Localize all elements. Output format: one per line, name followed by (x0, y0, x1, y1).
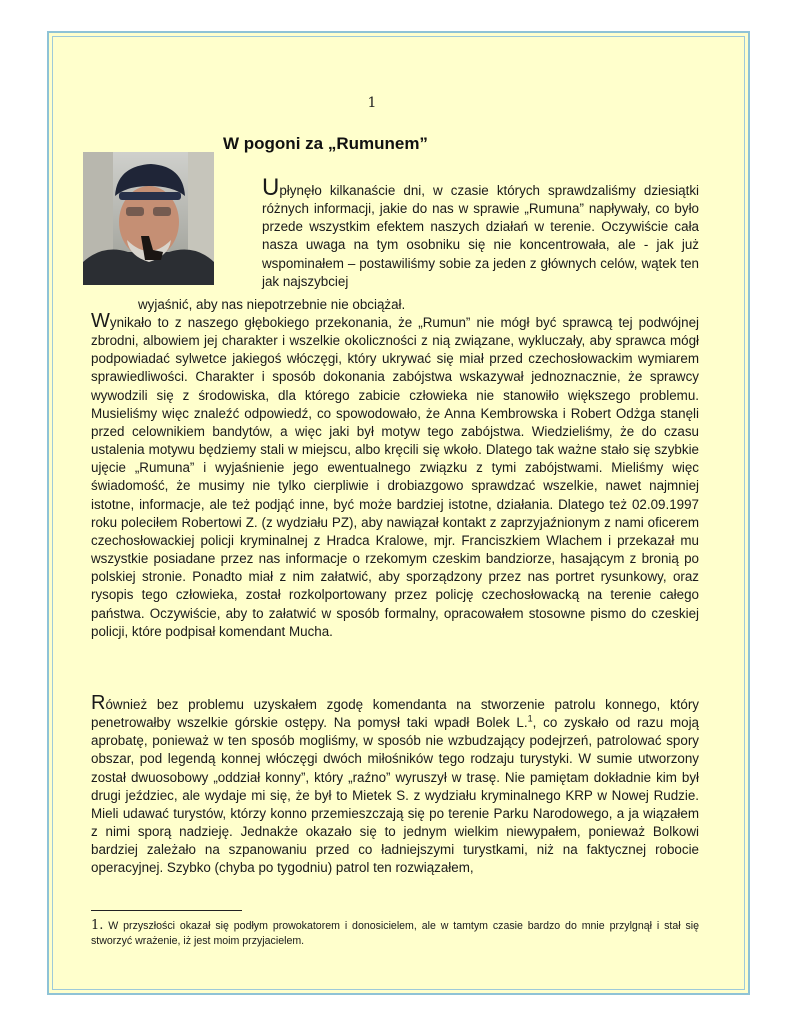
paragraph-1 (262, 174, 699, 291)
footnote-text: W przyszłości okazał się podłym prowokatorem i donosicielem, ale w tamtym czasie bardzo do mnie przylgnął i stał się stworzyć wrażenie, iż jest moim przyjacielem. (91, 920, 699, 947)
drop-cap: U (262, 174, 280, 201)
footnote-number: 1. (91, 918, 104, 933)
paragraph-2 (91, 310, 699, 641)
page-title: W pogoni za „Rumunem” (223, 134, 428, 153)
drop-cap: R (91, 692, 106, 714)
paragraph-2-text: ynikało to z naszego głębokiego przekonania, że „Rumun” nie mógł być sprawcą tej podwójnej zbrodni, albowiem jej charakter i wszelkie okoliczności z nią związane, wykluczały, aby sprawca mógł podpowiadać sylwetce jakiegoś włóczęgi, który ukrywać się miał przed czechosłowackim wymiarem sprawiedliwości. Charakter i sposób dokonania zabójstwa wskazywał jednoznacznie, że sprawcy wywodzili się z środowiska, dla którego zabicie człowieka nie stanowiło większego problemu. Musieliśmy więc znaleźć odpowiedź, co spowodowało, że Anna Kembrowska i Robert Odżga stanęli przed celownikiem bandytów, a więc jaki był motyw tego zabójstwa. Wiedzieliśmy, że do czasu ustalenia motywu będziemy stali w miejscu, albo kręcili się wkoło. Dlatego tak ważne stało się szybkie ujęcie „Rumuna” i wyjaśnienie jego ewentualnego związku z tymi zabójstwami. Mieliśmy więc świadomość, że musimy nie tylko cierpliwie i drobiazgowo sprawdzać wszelkie, nawet najmniej istotne, informacje, ale też podjąć inne, być może bardziej istotne, działania. Dlatego też 02.09.1997 roku poleciłem Robertowi Z. (z wydziału PZ), aby nawiązał kontakt z zaprzyjaźnionym z nami oficerem czechosłowackiej policji kryminalnej z Hradca Kralowe, mjr. Franciszkiem Wlachem i przekazał mu wszystkie posiadane przez nas informacje o rzekomym czeskim bandziorze, hasającym z bronią po polskiej stronie. Ponadto miał z nim załatwić, aby sporządzony przez nas portret rysunkowy, oraz rysopis tego człowieka, został rozkolportowany przez policję czechosłowacką na terenie całego państwa. Oczywiście, aby to załatwić w sposób formalny, opracowałem stosowne pismo do czeskiej policji, które podpisał komendant Mucha. (91, 315, 699, 639)
footnote-reference[interactable]: 1 (527, 713, 533, 724)
portrait-photo-icon (83, 152, 214, 285)
footnote (91, 918, 699, 949)
page-number: 1 (367, 95, 377, 111)
paragraph-1-tail: wyjaśnić, aby nas niepotrzebnie nie obciążał. (138, 297, 406, 312)
footnote-separator (91, 910, 242, 911)
paragraph-3 (91, 692, 699, 878)
paragraph-3-text-a: ównież bez problemu uzyskałem zgodę komendanta na stworzenie patrolu konnego, który penetrowałby wszelkie górskie ostępy. Na pomysł taki wpadł Bolek L. (91, 697, 699, 731)
paragraph-3-text-b: , co zyskało od razu moją aprobatę, ponieważ w ten sposób mogliśmy, w sposób nie wzbudzający podejrzeń, patrolować spory obszar, pod legendą konnej włóczęgi dwóch miłośników tego rodzaju turystyki. W sumie utworzony został dwuosobowy „oddział konny”, który „raźno” wyruszył w trasę. Nie pamiętam dokładnie kim był drugi jeździec, ale wydaje mi się, że był to Mietek S. z wydziału kryminalnego KRP w Nowej Rudzie. Mieli udawać turystów, którzy konno przemieszczają się po terenie Parku Narodowego, a ja wiązałem z nimi sporą nadzieję. Jednakże okazało się to jednym wielkim niewypałem, ponieważ Bolkowi bardziej zależało na szpanowaniu przed co ładniejszymi turystkami, niż na faktycznej robocie operacyjnej. Szybko (chyba po tygodniu) patrol ten rozwiązałem, (91, 715, 699, 876)
paragraph-1-text: płynęło kilkanaście dni, w czasie których sprawdzaliśmy dziesiątki różnych informacji, jakie do nas w sprawie „Rumuna” napływały, co było przede wszystkim efektem naszych działań w terenie. Oczywiście cała nasza uwaga na tym osobniku się nie koncentrowała, ale - jak już wspominałem – postawiliśmy sobie za jeden z głównych celów, wątek ten jak najszybciej (262, 183, 699, 289)
drop-cap: W (91, 310, 110, 332)
